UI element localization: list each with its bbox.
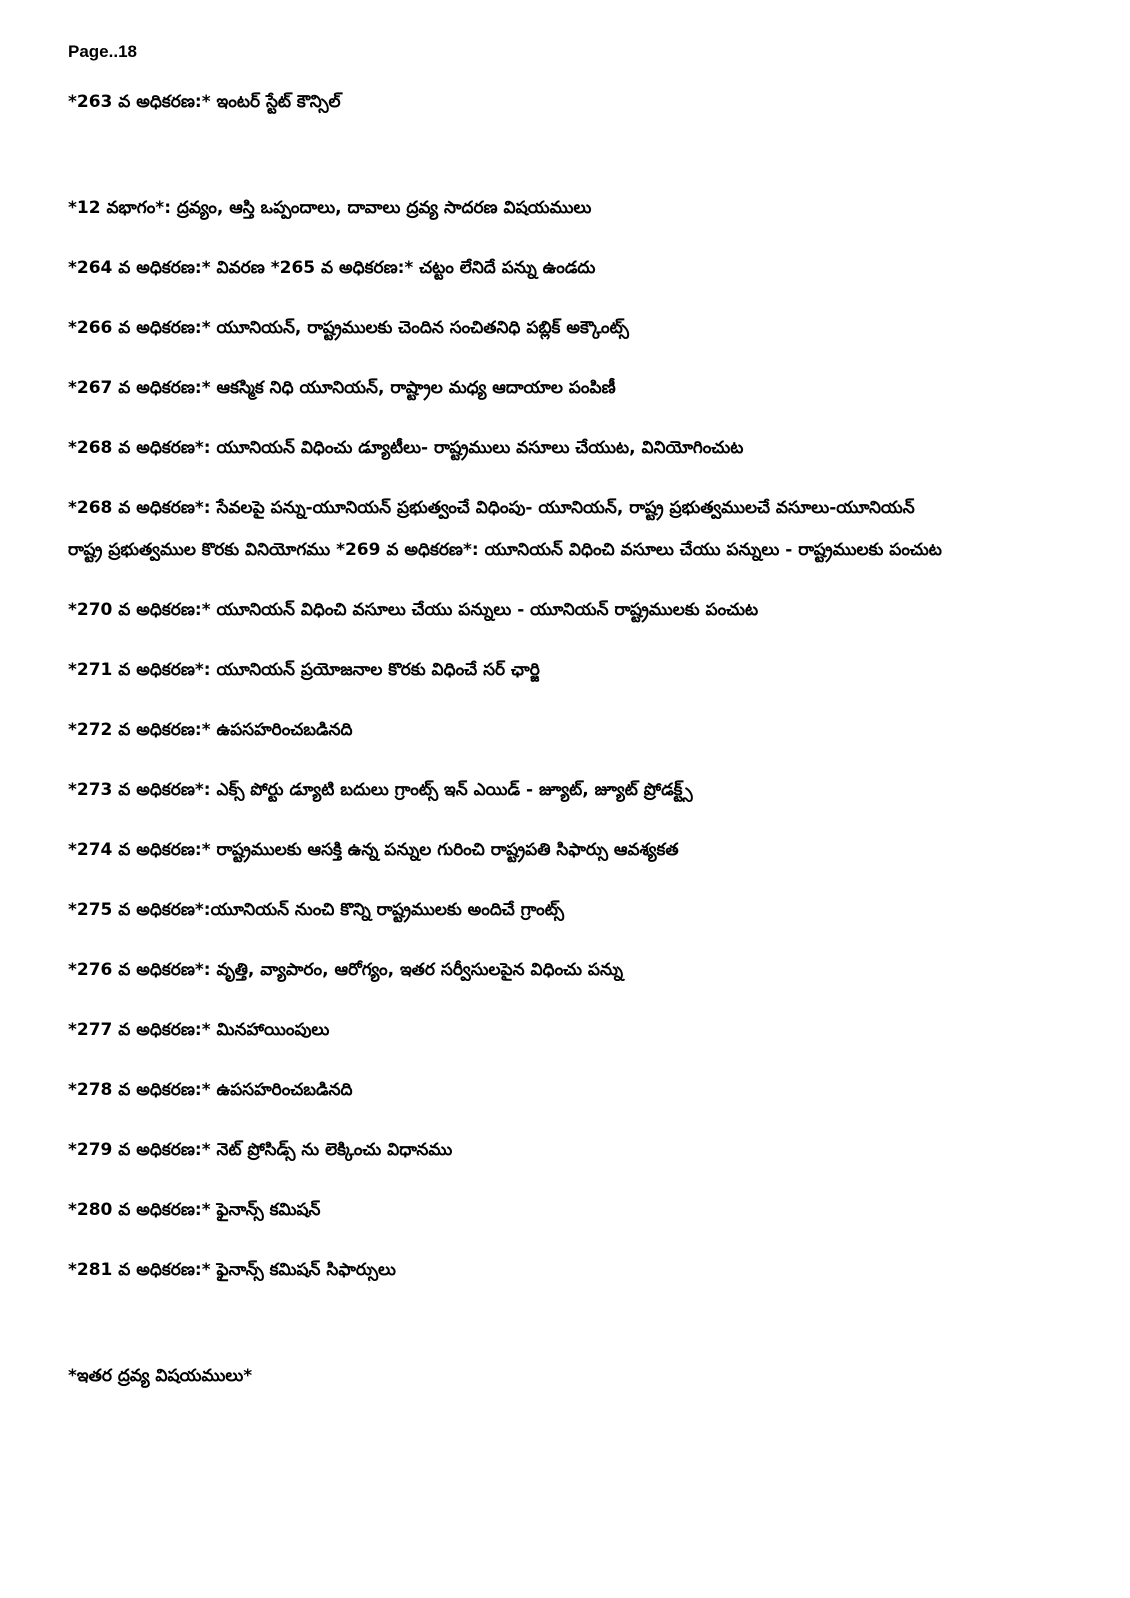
other-finance-heading: *ఇతర ద్రవ్య విషయములు* bbox=[68, 1366, 253, 1386]
article-281-line: *281 వ అధికరణ:* ఫైనాన్స్ కమిషన్ సిఫార్సులు bbox=[68, 1260, 396, 1280]
article-267-line: *267 వ అధికరణ:* ఆకస్మిక నిధి యూనియన్, రాష్ట్రాల మధ్య ఆదాయాల పంపిణీ bbox=[68, 378, 616, 398]
article-268-line: *268 వ అధికరణ*: యూనియన్ విధించు డ్యూటీలు- రాష్ట్రములు వసూలు చేయుట, వినియోగించుట bbox=[68, 438, 744, 458]
article-270-line: *270 వ అధికరణ:* యూనియన్ విధించి వసూలు చేయు పన్నులు - యూనియన్ రాష్ట్రములకు పంచుట bbox=[68, 600, 759, 620]
article-268a-line: *268 వ అధికరణ*: సేవలపై పన్ను-యూనియన్ ప్రభుత్వంచే విధింపు- యూనియన్, రాష్ట్ర ప్రభుత్వములచే వసూలు-యూనియన్ bbox=[68, 498, 915, 518]
article-268a-269-line: రాష్ట్ర ప్రభుత్వముల కొరకు వినియోగము *269 వ అధికరణ*: యూనియన్ విధించి వసూలు చేయు పన్నులు - రాష్ట్రములకు పంచుట bbox=[68, 540, 942, 560]
article-264-265-line: *264 వ అధికరణ:* వివరణ *265 వ అధికరణ:* చట్టం లేనిదే పన్ను ఉండదు bbox=[68, 258, 596, 278]
article-276-line: *276 వ అధికరణ*: వృత్తి, వ్యాపారం, ఆరోగ్యం, ఇతర సర్వీసులపైన విధించు పన్ను bbox=[68, 960, 623, 980]
article-277-line: *277 వ అధికరణ:* మినహాయింపులు bbox=[68, 1020, 330, 1040]
article-279-line: *279 వ అధికరణ:* నెట్ ప్రోసిడ్స్ ను లెక్కించు విధానము bbox=[68, 1140, 453, 1160]
article-280-line: *280 వ అధికరణ:* ఫైనాన్స్ కమిషన్ bbox=[68, 1200, 321, 1220]
part-12-heading: *12 వభాగం*: ద్రవ్యం, ఆస్తి ఒప్పందాలు, దావాలు ద్రవ్య సాదరణ విషయములు bbox=[68, 198, 592, 218]
article-272-line: *272 వ అధికరణ:* ఉపసహరించబడినది bbox=[68, 720, 353, 740]
article-278-line: *278 వ అధికరణ:* ఉపసహరించబడినది bbox=[68, 1080, 353, 1100]
article-275-line: *275 వ అధికరణ*:యూనియన్ నుంచి కొన్ని రాష్ట్రములకు అందిచే గ్రాంట్స్ bbox=[68, 900, 565, 920]
article-271-line: *271 వ అధికరణ*: యూనియన్ ప్రయోజనాల కొరకు విధించే సర్ ఛార్జి bbox=[68, 660, 540, 680]
article-273-line: *273 వ అధికరణ*: ఎక్స్ పోర్టు డ్యూటి బదులు గ్రాంట్స్ ఇన్ ఎయిడ్ - జ్యూట్, జ్యూట్ ప్రోడక్ట్స్ bbox=[68, 780, 693, 800]
article-263-line: *263 వ అధికరణ:* ఇంటర్ స్టేట్ కౌన్సిల్ bbox=[68, 92, 341, 112]
page-number: Page..18 bbox=[68, 42, 137, 61]
article-266-line: *266 వ అధికరణ:* యూనియన్, రాష్ట్రములకు చెందిన సంచితనిధి పబ్లిక్ అక్కౌంట్స్ bbox=[68, 318, 629, 338]
article-274-line: *274 వ అధికరణ:* రాష్ట్రములకు ఆసక్తి ఉన్న పన్నుల గురించి రాష్ట్రపతి సిఫార్సు ఆవశ్యకత bbox=[68, 840, 679, 860]
